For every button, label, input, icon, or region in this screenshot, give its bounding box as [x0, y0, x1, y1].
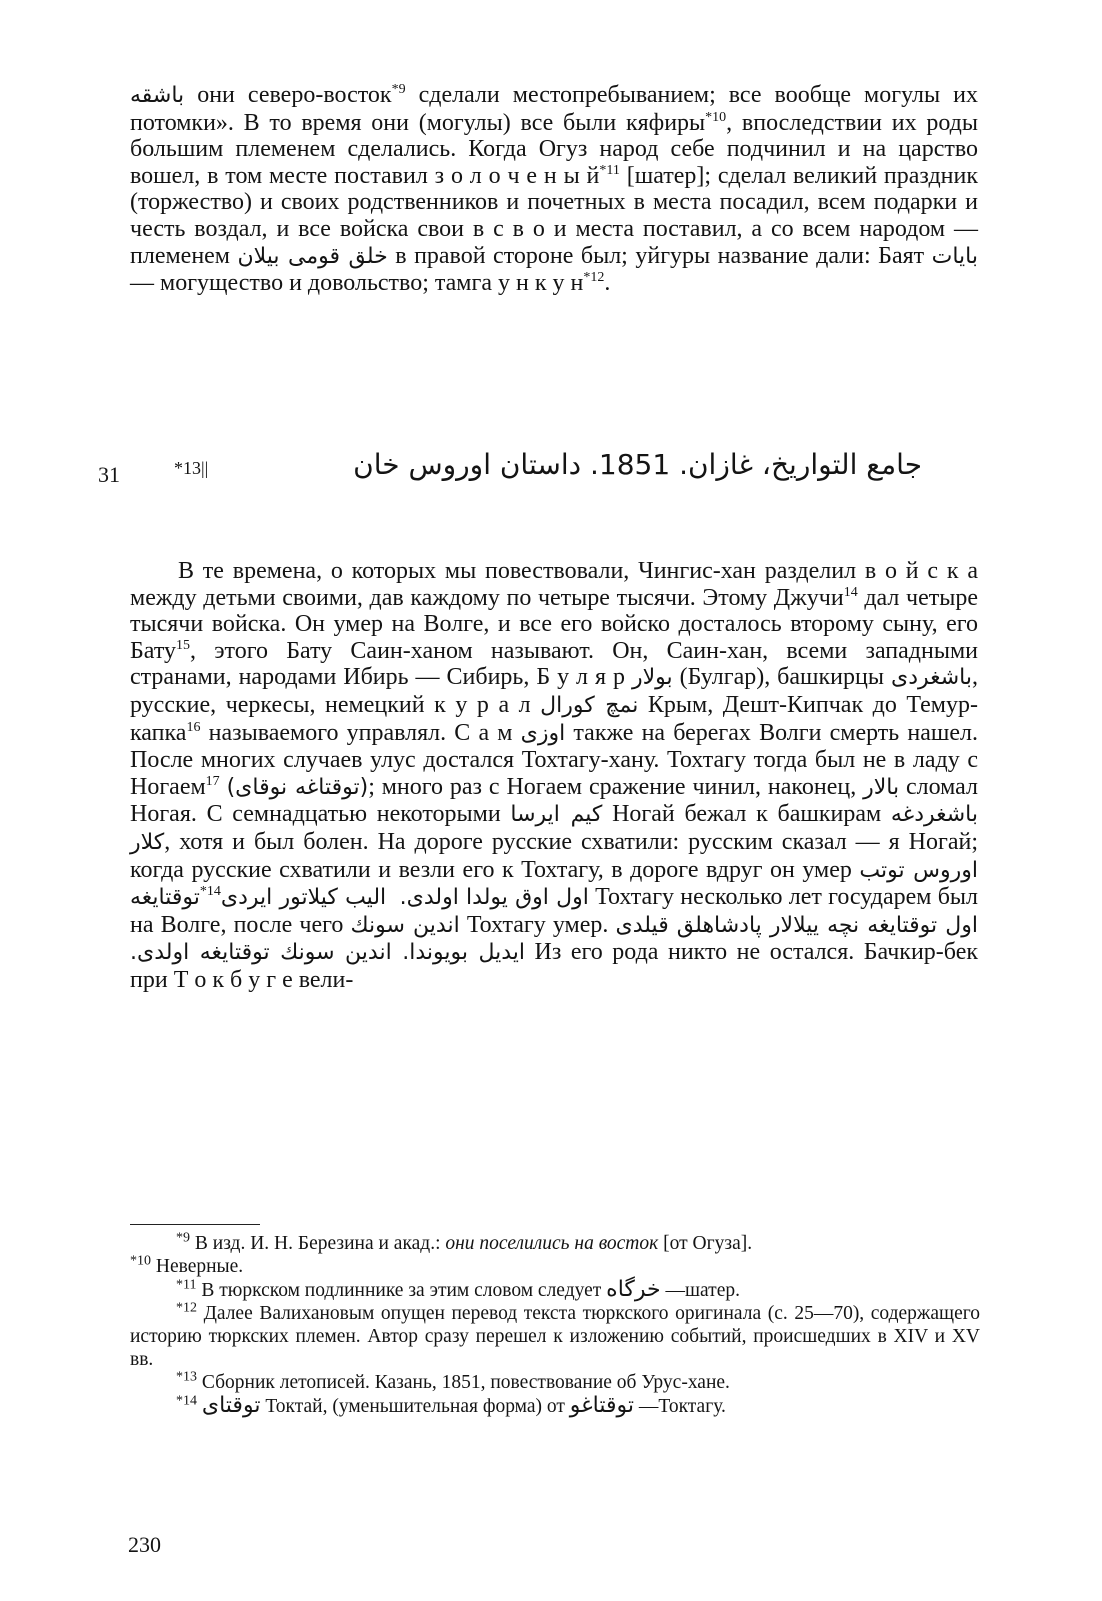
footnote-12: [130, 1302, 980, 1371]
footnote-mark: *9: [176, 1230, 190, 1246]
footnote-10: [130, 1255, 980, 1278]
footnote-text: Неверные.: [151, 1256, 244, 1277]
arabic-word: باشقه: [130, 83, 185, 108]
footnote-text: —Токтагу.: [634, 1396, 726, 1417]
footnote-ref: *11: [599, 162, 620, 178]
page-number: 230: [128, 1532, 161, 1557]
text: называемого управлял. С а м: [200, 719, 521, 746]
arabic-word: نمچ کورال: [540, 692, 639, 718]
text: Тохтагу умер.: [459, 911, 616, 938]
footnote-9: [130, 1232, 980, 1255]
text: сделали местопребыванием; все вообще могулы их потомки». В то время они (могулы) все были кяфиры: [130, 82, 978, 136]
text: , впоследствии их роды большим племенем сделались. Когда Огуз народ себе подчинил и на царство вошел, в том месте поставил з о л о ч е н ы й: [130, 109, 978, 189]
footnote-ref: *9: [391, 82, 406, 97]
arabic-word: خلق قومی بیلان: [237, 243, 388, 269]
text: , этого Бату Саин-ханом называют. Он, Саин-хан, всеми западными странами, народами Ибирь — Сибирь, Б у л я р: [130, 637, 978, 691]
footnote-text: В тюркском подлиннике за этим словом следует: [196, 1280, 607, 1301]
footnote-italic: они поселились на восток: [445, 1233, 659, 1254]
text: — могущество и довольство; тамга у н к у н: [130, 270, 584, 297]
source-marker: *13||: [174, 458, 209, 478]
arabic-word: توقتای: [201, 1393, 261, 1418]
text: Из его рода никто не остался. Бачкир-бек при Т о к б у г е вели-: [130, 939, 979, 993]
footnote-13: [130, 1371, 980, 1394]
main-paragraph: [130, 558, 978, 994]
footnote-mark: *12: [176, 1300, 197, 1316]
text: (Булгар), башкирцы: [672, 664, 891, 691]
arabic-word: بایات: [931, 243, 979, 269]
footnote-text: —шатер.: [660, 1280, 740, 1301]
footnote-ref: 16: [186, 719, 201, 735]
arabic-word: باشغردی: [890, 665, 972, 691]
text: .: [604, 270, 611, 297]
text: Крым, Дешт-Кипчак до Темур-капка: [130, 691, 978, 746]
footnote-ref: 17: [205, 773, 220, 789]
footnote-mark: *14: [176, 1393, 197, 1409]
footnote-ref: *14: [199, 884, 221, 900]
footnote-ref: *10: [705, 109, 727, 125]
text: , русские, черкесы, немецкий к у р а л: [130, 664, 978, 718]
footnote-11: [130, 1278, 980, 1302]
footnote-mark: *10: [130, 1253, 151, 1269]
footnote-ref: 14: [843, 584, 858, 600]
arabic-word: اوزی: [520, 720, 566, 746]
arabic-word: (توقتاغه نوقای): [226, 774, 369, 800]
footnote-text: Сборник летописей. Казань, 1851, повествование об Урус-хане.: [197, 1372, 730, 1393]
footnote-text: Токтай, (уменьшительная форма) от: [260, 1396, 570, 1417]
footnotes: [130, 1232, 980, 1418]
footnote-mark: *11: [176, 1277, 197, 1293]
arabic-word: بولار: [631, 665, 673, 691]
text: [шатер]; сделал великий праздник (торжество) и своих родственников и почетных в места посадил, всем подарки и честь воздал, и все войска свои в с в о и места поставил, а со всем народом — племенем: [130, 162, 978, 269]
arabic-phrase: الیب کیلاتور ایردی: [220, 885, 394, 911]
footnote-14: [130, 1394, 980, 1418]
arabic-phrase: اول توقتايغه نچه ییلالار پادشاهلق قیلدی ایدیل بویوندا. اندین سونك توقتايغه اولدی.: [130, 912, 978, 966]
text: они северо-восток: [184, 82, 392, 108]
footnote-ref: *12: [583, 270, 605, 286]
footnote-text: [от Огуза].: [658, 1233, 753, 1254]
continuation-paragraph: [130, 82, 978, 297]
arabic-source-title: جامع التواريخ، غازان. 1851. داستان اوروس خان: [353, 448, 922, 481]
text: В те времена, о которых мы повествовали, Чингис-хан разделил в о й с к а между детьми своими, дав каждому по четыре тысячи. Этому Джучи: [130, 558, 978, 611]
footnote-mark: *13: [176, 1369, 197, 1385]
arabic-word: کیم ایرسا: [510, 802, 603, 828]
text: Тохтагу несколько лет государем был на Волге, после чего: [130, 884, 979, 938]
arabic-word: اندین سونك: [350, 912, 460, 938]
arabic-phrase: اول اوق یولدا اولدی.: [399, 885, 589, 911]
text: в правой стороне был; уйгуры название дали: Баят: [387, 242, 932, 269]
text: Ногай бежал к башкирам: [602, 801, 891, 828]
arabic-word: بالار: [863, 774, 900, 800]
text: также на берегах Волги смерть нашел. После многих случаев улус достался Тохтагу-хану. Тохтагу тогда был не в ладу с Ногаем: [130, 719, 978, 800]
source-heading: [98, 448, 978, 492]
footnote-divider: [130, 1224, 260, 1225]
footnote-text: В изд. И. Н. Березина и акад.:: [190, 1233, 446, 1254]
text: сломал Ногая. С семнадцатью некоторыми: [130, 773, 978, 828]
arabic-word: باشغردغه کلار: [130, 802, 978, 855]
text: дал четыре тысячи войска. Он умер на Волге, и все его войско досталось второму сыну, его Бату: [130, 584, 978, 664]
text: [220, 774, 227, 800]
text: , хотя и был болен. На дороге русские схватили: русским сказал — я Ногай; когда русские схватили и везли его к Тохтагу, в дороге вдруг он умер: [130, 828, 978, 883]
footnote-text: Далее Валихановым опущен перевод текста тюркского оригинала (с. 25—70), содержащего историю тюркских племен. Автор сразу перешел к изложению событий, происшедших в XIV и XV вв.: [130, 1303, 980, 1370]
arabic-phrase: اوروس توتب توقتايغه: [130, 857, 978, 911]
footnote-ref: 15: [175, 637, 190, 653]
arabic-word: توقتاغو: [569, 1393, 635, 1418]
arabic-word: خرگاه: [606, 1277, 661, 1302]
text: ; много раз с Ногаем сражение чинил, наконец,: [368, 773, 864, 800]
line-number: 31: [98, 462, 120, 487]
